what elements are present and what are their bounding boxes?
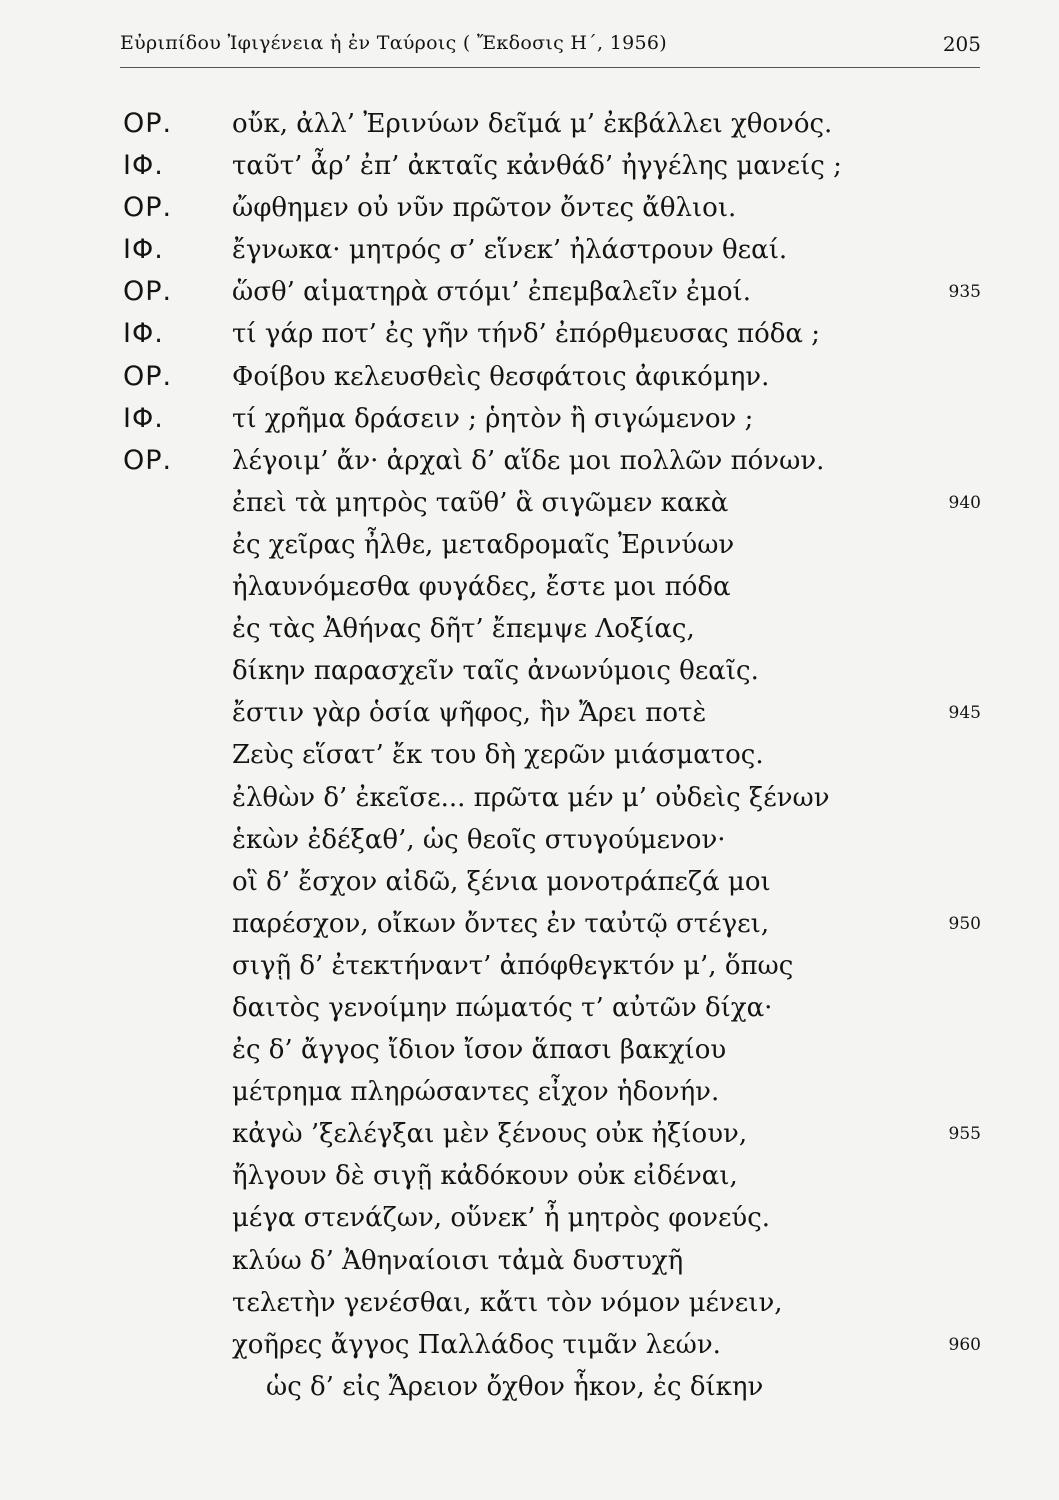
verse-text: Ζεὺς εἵσατ’ ἔκ του δὴ χερῶν μιάσματος. [232, 740, 764, 771]
speaker-label: ΙΦ. [123, 402, 164, 434]
speaker-label: ΟΡ. [123, 276, 173, 308]
verse-text: ἔγνωκα· μητρός σ’ εἵνεκ’ ἠλάστρουν θεαί. [232, 235, 788, 266]
verse-text: κλύω δ’ Ἀθηναίοισι τἀμὰ δυστυχῆ [232, 1245, 684, 1276]
verse-line [0, 229, 1059, 271]
verse-line [0, 903, 1059, 945]
verse-line [0, 734, 1059, 776]
verse-line [0, 1113, 1059, 1155]
verse-line [0, 103, 1059, 145]
verse-text: ὡς δ’ εἰς Ἄρειον ὄχθον ἧκον, ἐς δίκην [266, 1371, 764, 1402]
verse-text: ἤλγουν δὲ σιγῇ κἀδόκουν οὐκ εἰδέναι, [232, 1161, 738, 1192]
speaker-label: ΙΦ. [123, 150, 164, 182]
page-number: 205 [942, 32, 981, 56]
verse-text: ὥσθ’ αἱματηρὰ στόμι’ ἐπεμβαλεῖν ἐμοί. [232, 277, 751, 308]
verse-line [0, 987, 1059, 1029]
verse-text: σιγῇ δ’ ἐτεκτήναντ’ ἀπόφθεγκτόν μ’, ὅπως [232, 950, 794, 981]
verse-text: ἔστιν γὰρ ὁσία ψῆφος, ἣν Ἄρει ποτὲ [232, 698, 707, 729]
verse-text: οὔκ, ἀλλ’ Ἐρινύων δεῖμά μ’ ἐκβάλλει χθονός. [232, 109, 833, 139]
verse-line [0, 145, 1059, 187]
verse-line [0, 777, 1059, 819]
verse-line [0, 271, 1059, 313]
verse-text: τί γάρ ποτ’ ἐς γῆν τήνδ’ ἐπόρθμευσας πόδα ; [232, 319, 820, 350]
verse-text: λέγοιμ’ ἄν· ἀρχαὶ δ’ αἵδε μοι πολλῶν πόνων. [232, 445, 825, 476]
verse-text: δίκην παρασχεῖν ταῖς ἀνωνύμοις θεαῖς. [232, 656, 759, 687]
verse-text: ἐλθὼν δ’ ἐκεῖσε... πρῶτα μέν μ’ οὐδεὶς ξένων [232, 782, 830, 813]
verse-line [0, 440, 1059, 482]
verse-line [0, 313, 1059, 355]
line-number: 940 [948, 492, 981, 513]
verse-line [0, 650, 1059, 692]
line-number: 955 [948, 1124, 981, 1145]
speaker-label: ΟΡ. [123, 360, 173, 392]
verse-line [0, 566, 1059, 608]
verse-line [0, 1366, 1059, 1408]
verse-line [0, 945, 1059, 987]
verse-line [0, 1282, 1059, 1324]
verse-line [0, 1324, 1059, 1366]
running-head: Εὐριπίδου Ἰφιγένεια ἡ ἐν Ταύροις ( Ἔκδοσις Η΄, 1956) [120, 32, 667, 54]
verse-text: ταῦτ’ ἆρ’ ἐπ’ ἀκταῖς κἀνθάδ’ ἠγγέλης μανείς ; [232, 151, 842, 182]
verse-text: μέτρημα πληρώσαντες εἶχον ἡδονήν. [232, 1077, 720, 1108]
speaker-label: ΟΡ. [123, 192, 173, 224]
line-number: 960 [948, 1334, 981, 1355]
verse-line [0, 1240, 1059, 1282]
verse-line [0, 1155, 1059, 1197]
verse-text: κἀγὼ ’ξελέγξαι μὲν ξένους οὐκ ἠξίουν, [232, 1119, 748, 1150]
verse-text: ἑκὼν ἐδέξαθ’, ὡς θεοῖς στυγούμενον· [232, 824, 726, 855]
verse-line [0, 524, 1059, 566]
header-rule [120, 67, 980, 68]
speaker-label: ΟΡ. [123, 108, 173, 139]
verse-text: ἐπεὶ τὰ μητρὸς ταῦθ’ ἃ σιγῶμεν κακὰ [232, 487, 729, 518]
verse-line [0, 861, 1059, 903]
speaker-label: ΙΦ. [123, 234, 164, 266]
verse-line [0, 356, 1059, 398]
speaker-label: ΙΦ. [123, 318, 164, 350]
verse-text: ἐς χεῖρας ἦλθε, μεταδρομαῖς Ἐρινύων [232, 529, 735, 560]
verse-line [0, 398, 1059, 440]
verse-text: ἐς τὰς Ἀθήνας δῆτ’ ἔπεμψε Λοξίας, [232, 614, 695, 645]
line-number: 945 [948, 703, 981, 724]
verse-line [0, 1197, 1059, 1239]
verse-text: χοῆρες ἄγγος Παλλάδος τιμᾶν λεών. [232, 1329, 721, 1360]
speaker-label: ΟΡ. [123, 444, 173, 476]
verse-text: οἳ δ’ ἔσχον αἰδῶ, ξένια μονοτράπεζά μοι [232, 866, 771, 897]
verse-line [0, 187, 1059, 229]
verse-text: παρέσχον, οἴκων ὄντες ἐν ταὐτῷ στέγει, [232, 908, 770, 939]
verse-text: Φοίβου κελευσθεὶς θεσφάτοις ἀφικόμην. [232, 361, 770, 392]
verse-line [0, 692, 1059, 734]
verse-text: τελετὴν γενέσθαι, κἄτι τὸν νόμον μένειν, [232, 1287, 783, 1318]
verse-line [0, 1071, 1059, 1113]
line-number: 935 [948, 282, 981, 303]
verse-text: τί χρῆμα δράσειν ; ῥητὸν ἢ σιγώμενον ; [232, 403, 754, 434]
verse-line [0, 819, 1059, 861]
verse-text: ἐς δ’ ἄγγος ἴδιον ἴσον ἅπασι βακχίου [232, 1035, 727, 1066]
verse-text: δαιτὸς γενοίμην πώματός τ’ αὐτῶν δίχα· [232, 992, 773, 1023]
verse-line [0, 608, 1059, 650]
verse-line [0, 482, 1059, 524]
verse-text: ἠλαυνόμεσθα φυγάδες, ἔστε μοι πόδα [232, 572, 731, 603]
verse-text: μέγα στενάζων, οὕνεκ’ ἦ μητρὸς φονεύς. [232, 1203, 771, 1234]
verse-line [0, 1029, 1059, 1071]
verse-text-block [0, 103, 1059, 1408]
line-number: 950 [948, 913, 981, 934]
verse-text: ὤφθημεν οὐ νῦν πρῶτον ὄντες ἄθλιοι. [232, 193, 737, 224]
